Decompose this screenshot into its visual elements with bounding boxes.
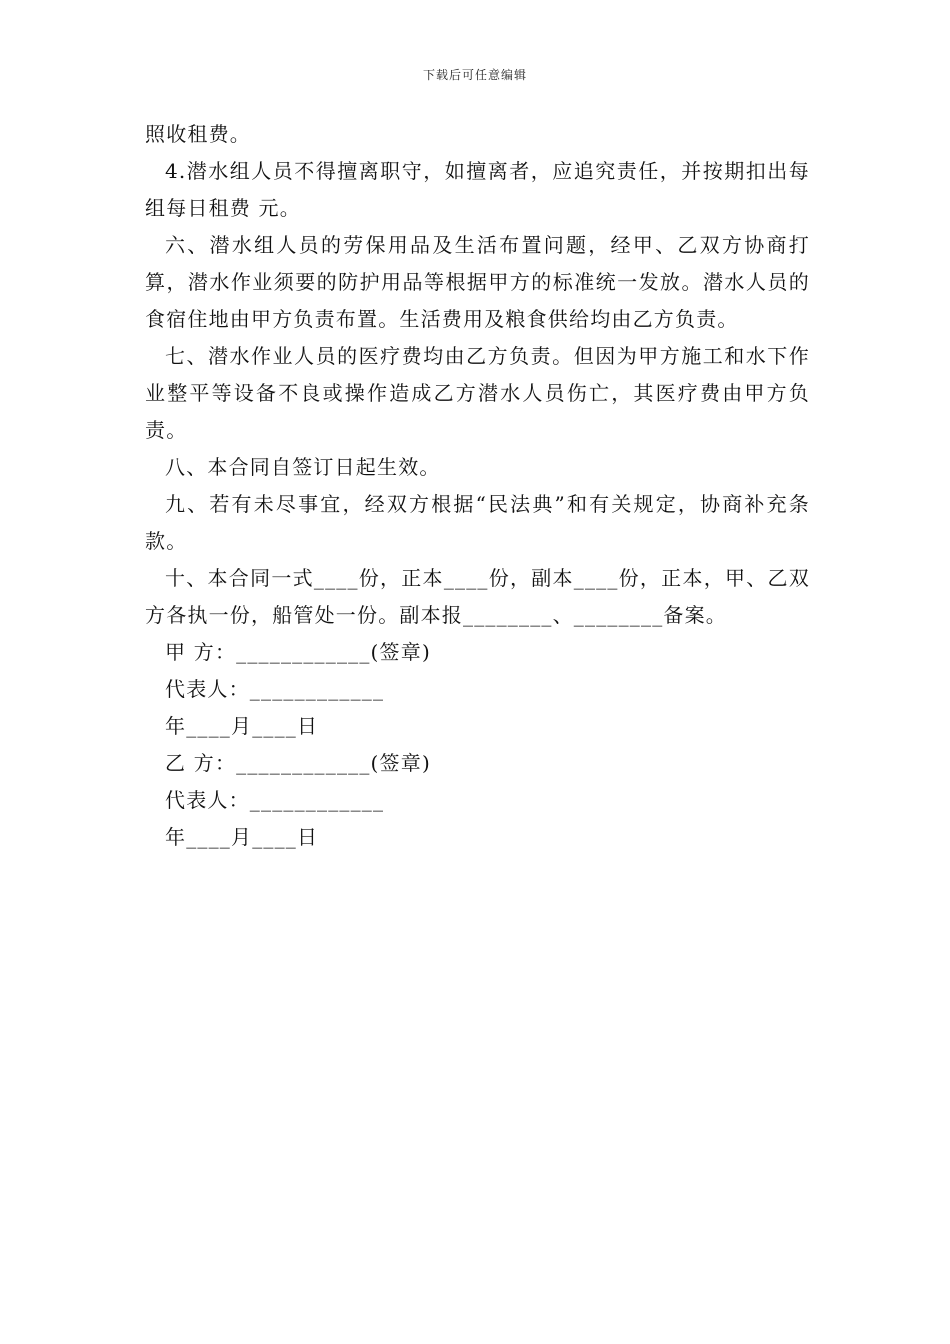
paragraph-article-10: 十、本合同一式____份，正本____份，副本____份，正本，甲、乙双方各执一份，船管处一份。副本报________、________备案。 <box>145 566 810 627</box>
paragraph-clause-4: 4.潜水组人员不得擅离职守，如擅离者，应追究责任，并按期扣出每组每日租费 元。 <box>145 159 810 220</box>
paragraph-article-6: 六、潜水组人员的劳保用品及生活布置问题，经甲、乙双方协商打算，潜水作业须要的防护用品等根据甲方的标准统一发放。潜水人员的食宿住地由甲方负责布置。生活费用及粮食供给均由乙方负责。 <box>145 233 810 331</box>
party-a-representative-line: 代表人：____________ <box>165 677 385 701</box>
party-b-signature-line: 乙 方：____________(签章) <box>165 751 431 775</box>
party-b-representative-line: 代表人：____________ <box>165 788 385 812</box>
paragraph-article-8: 八、本合同自签订日起生效。 <box>165 455 441 479</box>
party-a-signature-line: 甲 方：____________(签章) <box>165 640 431 664</box>
paragraph-continuation: 照收租费。 <box>145 122 251 146</box>
party-b-date-line: 年____月____日 <box>165 825 319 849</box>
paragraph-article-7: 七、潜水作业人员的医疗费均由乙方负责。但因为甲方施工和水下作业整平等设备不良或操作造成乙方潜水人员伤亡，其医疗费由甲方负责。 <box>145 344 810 442</box>
page-header-note: 下载后可任意编辑 <box>422 68 527 82</box>
signature-block <box>145 634 810 856</box>
party-a-date-line: 年____月____日 <box>165 714 319 738</box>
paragraph-article-9: 九、若有未尽事宜，经双方根据“民法典”和有关规定，协商补充条款。 <box>145 492 810 553</box>
document-body <box>145 116 810 856</box>
